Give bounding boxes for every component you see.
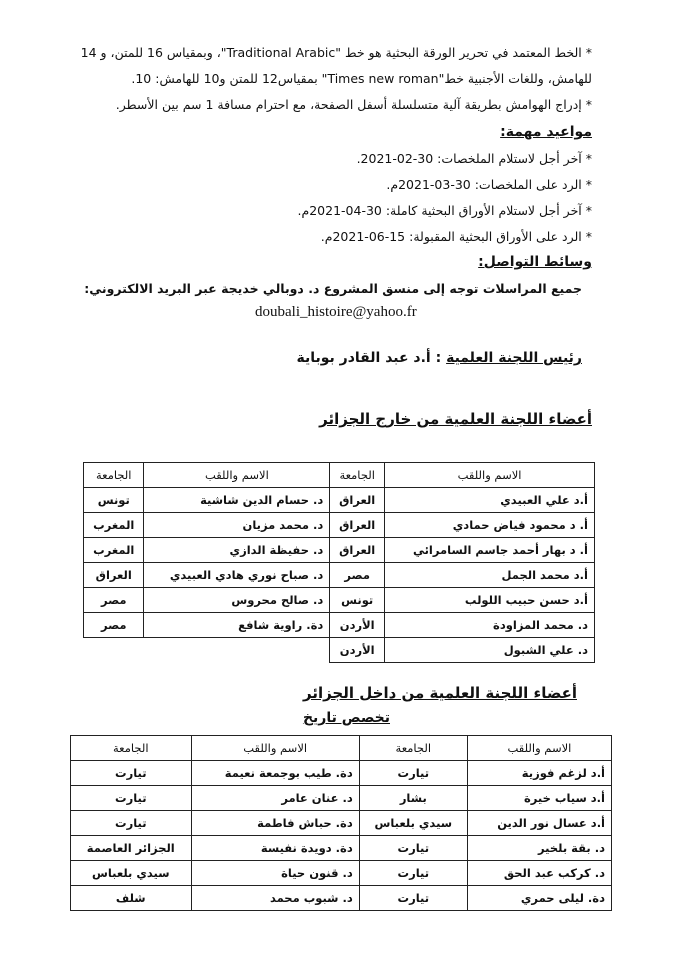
member-university: تيارت (359, 761, 467, 786)
date-item: * آخر أجل لاستلام الأوراق البحثية كاملة: 30-04-2021م. (297, 203, 592, 218)
header-name: الاسم واللقب (191, 736, 359, 761)
member-name: د. عنان عامر (191, 786, 359, 811)
header-university: الجامعة (330, 463, 385, 488)
member-name: دة. ليلى حمري (467, 886, 611, 911)
member-university: تيارت (359, 861, 467, 886)
member-name: د. كركب عبد الحق (467, 861, 611, 886)
member-name: د. صالح محروس (144, 588, 330, 613)
member-name: د. قنون حياة (191, 861, 359, 886)
member-university: تيارت (71, 811, 192, 836)
table-row (84, 613, 595, 638)
member-name: أ.د حسن حبيب اللولب (385, 588, 595, 613)
member-university: مصر (84, 588, 144, 613)
table-row (71, 861, 612, 886)
member-university: تيارت (359, 886, 467, 911)
member-university: تيارت (71, 786, 192, 811)
external-heading: أعضاء اللجنة العلمية من خارج الجزائر (319, 410, 592, 428)
date-item: * آخر أجل لاستلام الملخصات: 30-02-2021. (356, 151, 592, 166)
member-name: أ. د بهار أحمد جاسم السامرائي (385, 538, 595, 563)
internal-subheading: تخصص تاريخ (302, 710, 390, 726)
table-row (71, 786, 612, 811)
table-row (84, 488, 595, 513)
table-row (71, 836, 612, 861)
header-university: الجامعة (84, 463, 144, 488)
member-university: تيارت (71, 761, 192, 786)
intro-line: * إدراج الهوامش بطريقة آلية متسلسلة أسفل الصفحة، مع احترام مسافة 1 سم بين الأسطر. (115, 97, 592, 112)
member-name: أ.د سياب خيرة (467, 786, 611, 811)
empty-cell (144, 638, 330, 663)
member-name: أ.د محمد الجمل (385, 563, 595, 588)
chair-name: : أ.د عبد القادر بوباية (296, 350, 442, 366)
table-row (71, 886, 612, 911)
member-university: الجزائر العاصمة (71, 836, 192, 861)
member-university: بشار (359, 786, 467, 811)
contact-text: جميع المراسلات توجه إلى منسق المشروع د. دوبالي خديجة عبر البريد الالكتروني: (84, 281, 582, 296)
member-name: د. بقة بلخير (467, 836, 611, 861)
member-university: تونس (330, 588, 385, 613)
committee-chair (297, 350, 582, 366)
member-name: أ.د علي العبيدي (385, 488, 595, 513)
member-university: المغرب (84, 513, 144, 538)
empty-cell (84, 638, 144, 663)
member-university: تونس (84, 488, 144, 513)
table-row (71, 811, 612, 836)
header-university: الجامعة (71, 736, 192, 761)
header-name: الاسم واللقب (144, 463, 330, 488)
member-name: د. حفيظة الدازي (144, 538, 330, 563)
member-university: الأردن (330, 613, 385, 638)
table-row (84, 638, 595, 663)
table-header-row (71, 736, 612, 761)
member-name: د. محمد المزاودة (385, 613, 595, 638)
external-members-table (83, 462, 595, 663)
member-university: مصر (330, 563, 385, 588)
member-university: تيارت (359, 836, 467, 861)
table-row (84, 513, 595, 538)
member-university: سيدي بلعباس (71, 861, 192, 886)
dates-heading: مواعيد مهمة: (500, 124, 592, 140)
member-university: الأردن (330, 638, 385, 663)
member-name: د. علي الشبول (385, 638, 595, 663)
member-name: د. محمد مزيان (144, 513, 330, 538)
table-row (84, 588, 595, 613)
header-name: الاسم واللقب (385, 463, 595, 488)
intro-line: * الخط المعتمد في تحرير الورقة البحثية هو خط "Traditional Arabic"، وبمقياس 16 للمتن، و 14 (80, 45, 592, 60)
member-name: د. صباح نوري هادي العبيدي (144, 563, 330, 588)
member-university: مصر (84, 613, 144, 638)
intro-line: للهامش، وللغات الأجنبية خط"Times new roman" بمقياس12 للمتن و10 للهامش: 10. (131, 71, 592, 86)
table-header-row (84, 463, 595, 488)
member-university: المغرب (84, 538, 144, 563)
table-row (84, 538, 595, 563)
internal-members-table (70, 735, 612, 911)
member-university: شلف (71, 886, 192, 911)
member-university: العراق (330, 513, 385, 538)
header-university: الجامعة (359, 736, 467, 761)
member-name: د. شبوب محمد (191, 886, 359, 911)
member-name: دة. طيب بوجمعة نعيمة (191, 761, 359, 786)
internal-heading: أعضاء اللجنة العلمية من داخل الجزائر (303, 684, 577, 702)
member-university: العراق (330, 538, 385, 563)
member-name: أ. د محمود فياض حمادي (385, 513, 595, 538)
table-row (71, 761, 612, 786)
member-name: دة. دويدة نفيسة (191, 836, 359, 861)
date-item: * الرد على الملخصات: 30-03-2021م. (386, 177, 592, 192)
member-name: دة. راوية شافع (144, 613, 330, 638)
member-name: دة. حباش فاطمة (191, 811, 359, 836)
member-name: د. حسام الدين شاشية (144, 488, 330, 513)
member-name: أ.د عسال نور الدين (467, 811, 611, 836)
member-university: العراق (330, 488, 385, 513)
chair-label: رئيس اللجنة العلمية (446, 350, 582, 366)
member-name: أ.د لزغم فوزية (467, 761, 611, 786)
contact-heading: وسائط التواصل: (478, 254, 592, 270)
contact-email: doubali_histoire@yahoo.fr (255, 304, 417, 320)
member-university: سيدي بلعباس (359, 811, 467, 836)
member-university: العراق (84, 563, 144, 588)
header-name: الاسم واللقب (467, 736, 611, 761)
date-item: * الرد على الأوراق البحثية المقبولة: 15-06-2021م. (320, 229, 592, 244)
table-row (84, 563, 595, 588)
